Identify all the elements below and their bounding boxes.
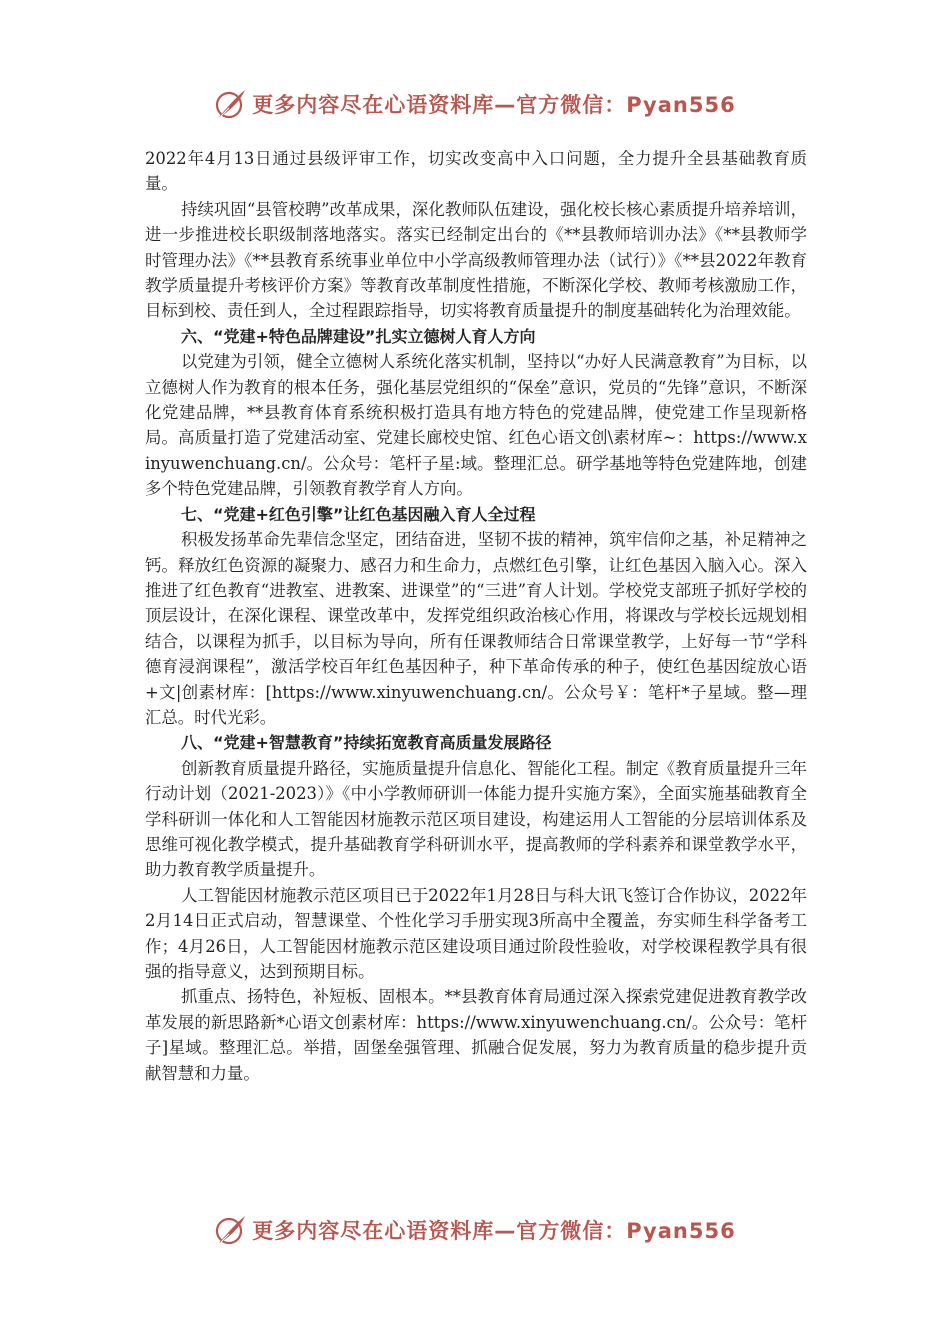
- paragraph-conclusion: 抓重点、扬特色，补短板、固根本。**县教育体育局通过深入探索党建促进教育教学改革发展的新思路新*心语文创素材库：https://www.xinyuwenchuang.cn/。公众号：笔杆子]星域。整理汇总。举措，固堡垒强管理、抓融合促发展，努力为教育质量的稳步提升贡献智慧和力量。: [145, 987, 807, 1083]
- header-banner: [0, 84, 950, 124]
- paragraph-ai-project: 人工智能因材施教示范区项目已于2022年1月28日与科大讯飞签订合作协议，2022年2月14日正式启动，智慧课堂、个性化学习手册实现3所高中全覆盖，夯实师生科学备考工作；4月26日，人工智能因材施教示范区建设项目通过阶段性验收，对学校课程教学具有很强的指导意义，达到预期目标。: [145, 885, 807, 981]
- paragraph-continuation: 2022年4月13日通过县级评审工作，切实改变高中入口问题，全力提升全县基础教育质量。: [145, 149, 807, 194]
- quill-pen-logo-icon: [214, 87, 248, 121]
- document-body: [145, 146, 807, 1086]
- paragraph-party-brand: 以党建为引领，健全立德树人系统化落实机制，坚持以“办好人民满意教育”为目标，以立德树人作为教育的根本任务，强化基层党组织的“保垒”意识，党员的“先锋”意识，不断深化党建品牌，**县教育体育系统积极打造具有地方特色的党建品牌，使党建工作呈现新格局。高质量打造了党建活动室、党建长廊校史馆、红色心语文创\素材库~：https://www.xinyuwenchuang.cn/。公众号：笔杆子星:域。整理汇总。研学基地等特色党建阵地，创建多个特色党建品牌，引领教育教学育人方向。: [145, 352, 807, 499]
- paragraph-red-engine: 积极发扬革命先辈信念坚定，团结奋进，坚韧不拔的精神，筑牢信仰之基，补足精神之钙。释放红色资源的凝聚力、感召力和生命力，点燃红色引擎，让红色基因入脑入心。深入推进了红色教育“进教室、进教案、进课堂”的“三进”育人计划。学校党支部班子抓好学校的顶层设计，在深化课程、课堂改革中，发挥党组织政治核心作用，将课改与学校长远规划相结合，以课程为抓手，以目标为导向，所有任课教师结合日常课堂教学，上好每一节“学科德育浸润课程”，激活学校百年红色基因种子，种下革命传承的种子，使红色基因绽放心语+文|创素材库：[https://www.xinyuwenchuang.cn/。公众号￥：笔杆*子星域。整—理汇总。时代光彩。: [145, 530, 807, 727]
- section-heading-6: 六、“党建+特色品牌建设”扎实立德树人育人方向: [181, 326, 536, 346]
- header-banner-text: 更多内容尽在心语资料库—官方微信：Pyan556: [252, 93, 736, 117]
- paragraph-smart-education: 创新教育质量提升路径，实施质量提升信息化、智能化工程。制定《教育质量提升三年行动计划（2021-2023）》《中小学教师研训一体能力提升实施方案》，全面实施基础教育全学科研训一体化和人工智能因材施教示范区项目建设，构建运用人工智能的分层培训体系及思维可视化教学模式，提升基础教育学科研训水平，提高教师的学科素养和课堂教学水平，助力教育教学质量提升。: [145, 758, 807, 880]
- paragraph-reform: 持续巩固“县管校聘”改革成果，深化教师队伍建设，强化校长核心素质提升培养培训，进一步推进校长职级制落地落实。落实已经制定出台的《**县教师培训办法》《**县教师学时管理办法》《**县教育系统事业单位中小学高级教师管理办法（试行）》《**县2022年教育教学质量提升考核评价方案》等教育改革制度性措施，不断深化学校、教师考核激励工作，目标到校、责任到人，全过程跟踪指导，切实将教育质量提升的制度基础转化为治理效能。: [145, 199, 807, 321]
- section-heading-8: 八、“党建+智慧教育”持续拓宽教育高质量发展路径: [181, 733, 552, 753]
- footer-banner-text: 更多内容尽在心语资料库—官方微信：Pyan556: [252, 1219, 736, 1243]
- section-heading-7: 七、“党建+红色引擎”让红色基因融入育人全过程: [181, 504, 536, 524]
- quill-pen-logo-icon: [214, 1213, 248, 1247]
- footer-banner: [0, 1210, 950, 1250]
